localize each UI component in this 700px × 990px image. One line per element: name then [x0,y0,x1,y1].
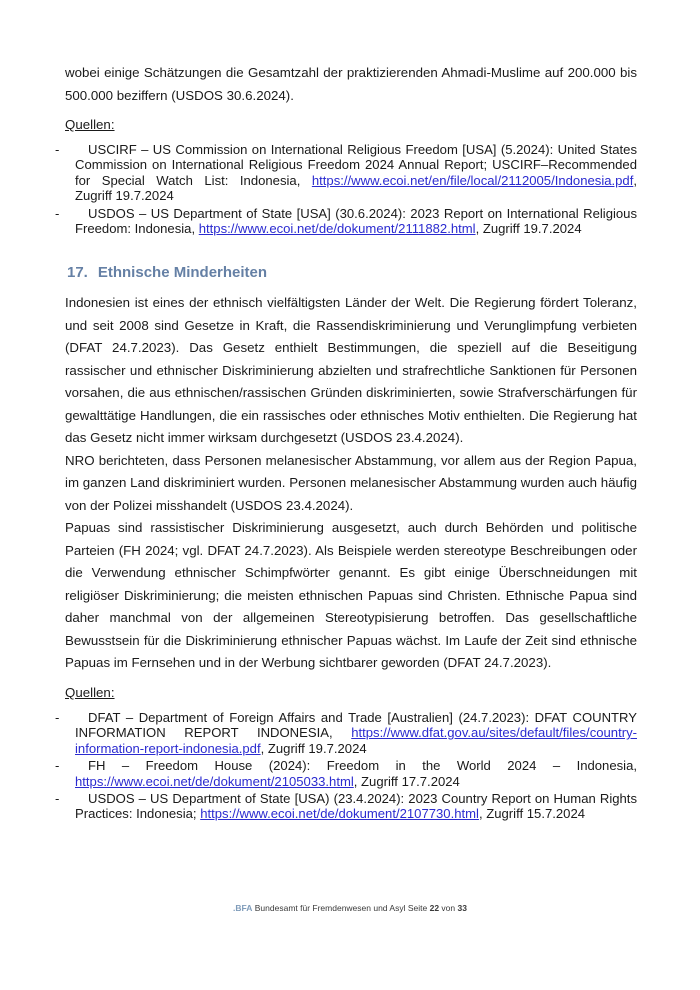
source-item [55,790,637,822]
list-bullet: - [55,709,60,725]
list-bullet: - [55,758,60,774]
footer-text: 22 [429,903,440,913]
source-text: FH – Freedom House (2024): Freedom in the World 2024 – Indonesia, [88,758,637,774]
source-item [55,709,637,756]
source-text: DFAT – Department of Foreign Affairs and Trade [Australien] (24.7.2023): DFAT COUNTRY INFORMATION REPORT INDONESIA, [75,709,637,741]
sources-label-ethnic [65,685,637,701]
source-link[interactable]: https://www.ecoi.net/de/dokument/2111882.html [198,221,476,237]
source-link[interactable]: https://www.ecoi.net/en/file/local/2112005/Indonesia.pdf [311,172,634,188]
source-text: , Zugriff 19.7.2024 [475,221,582,237]
page-footer [0,903,700,914]
footer-text: von [439,903,458,913]
page-content [55,62,637,824]
source-link[interactable]: https://www.dfat.gov.au/sites/default/files/country-information-report-indonesia.pdf [75,725,637,756]
paragraph-papuan-discrimination: Papuas sind rassistischer Diskriminierung ausgesetzt, auch durch Behörden und politische Parteien (FH 2024; vgl. DFAT 24.7.2023). Als Beispiele werden stereotype Beschreibungen oder die Verwendung ethnischer Schimpfwörter genannt. Es gibt einige Überschneidungen mit religiöser Diskriminierung; die meisten ethnischen Papuas sind Christen. Ethnische Papua sind daher manchmal von der allgemeinen Stereotypisierung betroffen. Das gesellschaftliche Bewusstsein für die Diskriminierung ethnischer Papuas wächst. Im Laufe der Zeit sind ethnische Papuas im Fernsehen und in der Werbung sichtbarer geworden (DFAT 24.7.2023). [65,520,637,671]
source-item [55,758,637,789]
source-link[interactable]: https://www.ecoi.net/de/dokument/2107730.html [200,806,479,822]
source-link[interactable]: https://www.ecoi.net/de/dokument/2105033.html [75,773,354,789]
source-text: , Zugriff 19.7.2024 [75,172,637,204]
source-list-ethnic-minorities [55,709,637,822]
source-text: , Zugriff 19.7.2024 [260,740,367,756]
sources-label-text: Quellen: [65,117,115,132]
source-text: , Zugriff 17.7.2024 [353,773,460,789]
list-bullet: - [55,205,60,221]
list-bullet: - [55,142,60,157]
list-bullet: - [55,790,60,806]
section-number: 17. [67,264,88,282]
sources-label-religion [65,117,637,133]
paragraph-ahmadi-estimate: wobei einige Schätzungen die Gesamtzahl der praktizierenden Ahmadi-Muslime auf 200.000 bis 500.000 beziffern (USDOS 30.6.2024). [65,65,637,103]
source-text: USDOS – US Department of State [USA] (30.6.2024): 2023 Report on International Religious Freedom: Indonesia, [75,205,637,237]
source-text: , Zugriff 15.7.2024 [478,806,586,822]
section-heading-ethnic-minorities [67,263,637,282]
source-list-religious-freedom [55,142,637,237]
section-title: Ethnische Minderheiten [97,264,268,282]
source-text: USCIRF – US Commission on International Religious Freedom [USA] (5.2024): United States Commission on International Religious Freedom 2024 Annual Report; USCIRF–Recommended for Special Watch List: Indonesia, [75,142,637,188]
source-text: USDOS – US Department of State [USA) (23.4.2024): 2023 Country Report on Human Rights Practices: Indonesia; [75,790,637,822]
sources-label-text: Quellen: [65,684,115,700]
footer-text: 33 [457,903,467,913]
bfa-logo: .BFA [233,903,253,913]
paragraph-ethnic-diversity-law: Indonesien ist eines der ethnisch vielfältigsten Länder der Welt. Die Regierung fördert Toleranz, und seit 2008 sind Gesetze in Kraft, die Rassendiskriminierung und Verunglimpfung verbieten (DFAT 24.7.2023). Das Gesetz enthielt Bestimmungen, die speziell auf die Beseitigung rassischer und ethnischer Diskriminierung abzielten und strafrechtliche Sanktionen für Personen vorsahen, die aus ethnischen/rassischen Gründen diskriminierten, sowie Strafverschärfungen für gewalttätige Handlungen, die ein rassisches oder ethnisches Motiv enthielten. Die Regierung hat das Gesetz nicht immer wirksam durchgesetzt (USDOS 23.4.2024). [65,295,637,446]
source-item [55,205,637,237]
footer-text: Bundesamt für Fremdenwesen und Asyl Seite [252,903,430,913]
source-item [55,142,637,204]
paragraph-melanesian-discrimination: NRO berichteten, dass Personen melanesischer Abstammung, vor allem aus der Region Papua, im ganzen Land diskriminiert wurden. Personen melanesischer Abstammung wurden auch häufig von der Polizei misshandelt (USDOS 23.4.2024). [65,452,637,513]
